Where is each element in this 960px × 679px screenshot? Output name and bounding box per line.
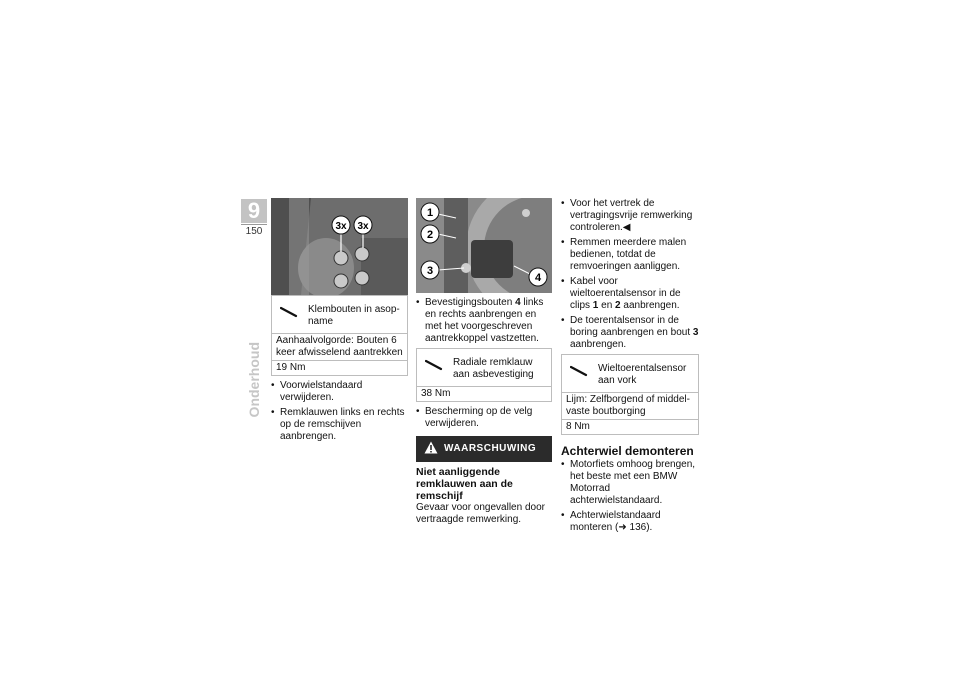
warning-icon bbox=[424, 441, 438, 454]
ref-number: 4 bbox=[515, 297, 521, 308]
chapter-number: 9 bbox=[241, 199, 267, 223]
list-item bbox=[561, 315, 699, 351]
section-heading: Achterwiel demonteren bbox=[561, 444, 694, 458]
spec-row: 38 Nm bbox=[421, 388, 451, 399]
brake-caliper-illustration bbox=[416, 198, 552, 293]
list-item bbox=[416, 297, 552, 345]
photo-label: 2 bbox=[426, 229, 434, 241]
chapter-title-vertical bbox=[234, 342, 274, 462]
column-1 bbox=[271, 198, 408, 446]
list-item: • Voorwielstandaard verwijderen. bbox=[271, 380, 408, 404]
warning-text: Gevaar voor ongevallen door vertraagde remwerking. bbox=[416, 502, 545, 525]
warning-bar bbox=[416, 436, 552, 462]
photo-label: 1 bbox=[426, 207, 434, 219]
torque-spec-box bbox=[416, 348, 552, 402]
torque-spec-box bbox=[561, 354, 699, 435]
front-axle-illustration bbox=[271, 198, 408, 295]
instruction-list bbox=[561, 459, 699, 534]
spec-row: Lijm: Zelfborgend of middelvaste boutborging bbox=[562, 393, 698, 420]
list-item: • Motorfiets omhoog brengen, het beste met een BMW Motorrad achterwielstandaard. bbox=[561, 459, 699, 507]
text: Kabel voor wieltoerentalsensor in de clips bbox=[570, 276, 681, 311]
text: aanbrengen. bbox=[620, 300, 680, 311]
photo-label: 3x bbox=[335, 221, 347, 232]
text: Achterwielstandaard monteren ( bbox=[570, 510, 661, 533]
warning-label: WAARSCHUWING bbox=[444, 443, 537, 454]
page-ref[interactable]: 136 bbox=[629, 522, 647, 533]
ref-number: 2 bbox=[615, 300, 621, 311]
ref-number: 3 bbox=[692, 327, 699, 338]
text: Bevestigingsbouten bbox=[425, 297, 516, 308]
wrench-icon bbox=[570, 365, 588, 377]
list-item: • Remklauwen links en rechts op de remschijven aanbrengen. bbox=[271, 407, 408, 443]
ref-number: 1 bbox=[592, 300, 599, 311]
spec-title: Wieltoerentalsensor aan vork bbox=[598, 363, 687, 386]
torque-spec-box bbox=[271, 295, 408, 376]
spec-row: Aanhaalvolgorde: Bouten 6 keer afwisselend aantrekken bbox=[272, 334, 407, 361]
spec-row: 8 Nm bbox=[566, 421, 590, 432]
list-item bbox=[561, 276, 699, 312]
list-item: • Bescherming op de velg verwijderen. bbox=[416, 406, 552, 430]
brake-caliper-photo bbox=[416, 198, 552, 293]
text: De toerentalsensor in de boring aanbrengen en bout bbox=[570, 315, 693, 338]
list-item bbox=[561, 510, 699, 534]
list-item: • Remmen meerdere malen bedienen, totdat de remvoeringen aanliggen. bbox=[561, 237, 699, 273]
photo-label: 3 bbox=[426, 265, 434, 277]
front-axle-photo bbox=[271, 198, 408, 295]
column-2 bbox=[416, 198, 552, 526]
instruction-list bbox=[416, 297, 552, 345]
column-3 bbox=[561, 198, 699, 537]
text: ). bbox=[646, 522, 653, 533]
wrench-icon bbox=[425, 359, 443, 371]
instruction-list bbox=[271, 380, 408, 443]
text: links en rechts aanbrengen en met het voorgeschreven aantrekkoppel vastzetten. bbox=[425, 297, 544, 344]
text: aanbrengen. bbox=[570, 339, 627, 350]
chapter-title: Onderhoud bbox=[246, 342, 262, 418]
spec-title: Radiale remklauw aan asbevestiging bbox=[453, 357, 534, 380]
text: en bbox=[598, 300, 616, 311]
warning-heading: Niet aanliggende remklauwen aan de remschijf bbox=[416, 466, 513, 502]
instruction-list bbox=[416, 406, 552, 430]
photo-label: 4 bbox=[534, 272, 542, 284]
page-ref-arrow-icon[interactable]: ➜ bbox=[618, 522, 630, 533]
photo-label: 3x bbox=[357, 221, 369, 232]
spec-row: 19 Nm bbox=[276, 362, 306, 373]
wrench-icon bbox=[280, 306, 298, 318]
list-item: • Voor het vertrek de vertragingsvrije remwerking controleren.◀ bbox=[561, 198, 699, 234]
page-number: 150 bbox=[241, 224, 267, 237]
instruction-list bbox=[561, 198, 699, 351]
spec-title: Klembouten in asopname bbox=[308, 304, 400, 327]
